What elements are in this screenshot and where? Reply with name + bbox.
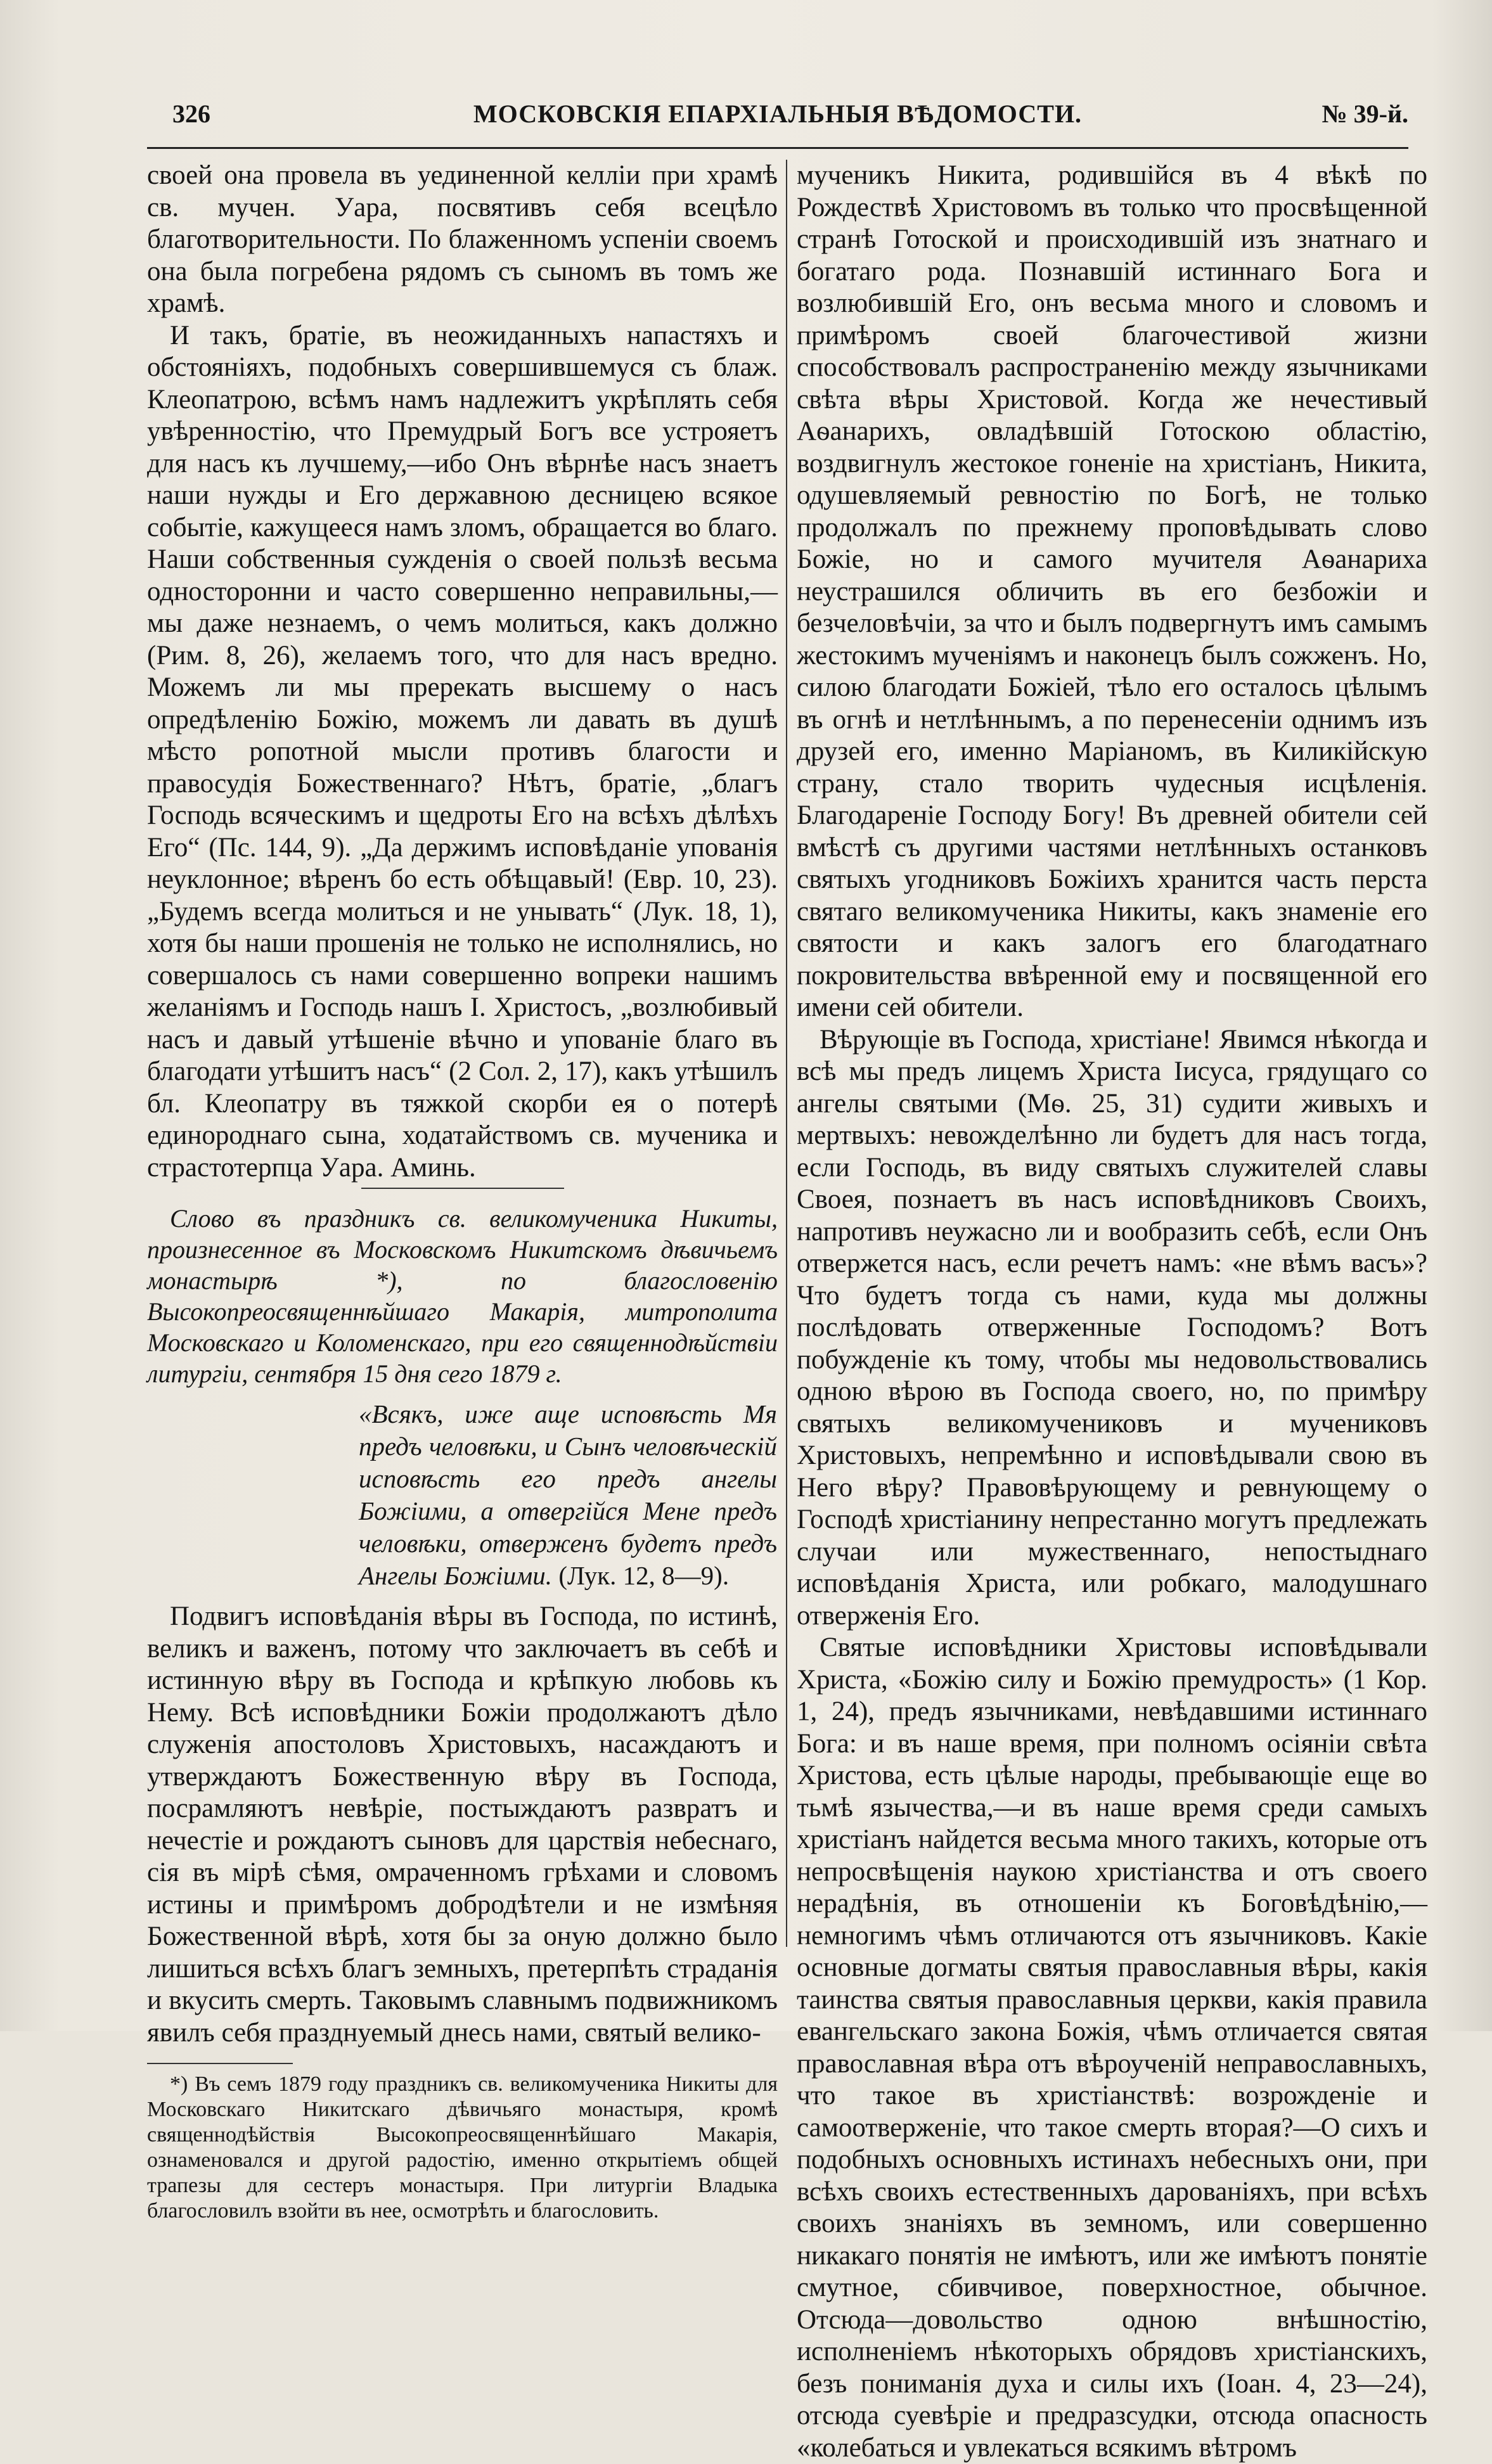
footnote: *) Въ семъ 1879 году праздникъ св. великомученика Никиты для Московскаго Никитскаго дѣвичьяго монастыря, кромѣ священнодѣйствія Высокопреосвященнѣйшаго Макарія, ознаменовался и другой радостію, именно открытіемъ общей трапезы для сестеръ монастыря. При литургіи Владыка благословилъ взойти въ нее, осмотрѣть и благословить. (147, 2072, 778, 2223)
section-divider (361, 1188, 564, 1189)
sermon-heading: Слово въ праздникъ св. великомученика Никиты, произнесенное въ Московскомъ Никитскомъ дѣвичьемъ монастырѣ *), по благословенію Высокопреосвященнѣйшаго Макарія, митрополита Московскаго и Коломенскаго, при его священнодѣйствіи литургіи, сентября 15 дня сего 1879 г. (147, 1204, 778, 1388)
page-number: 326 (172, 99, 210, 128)
left-paragraph-2: И такъ, братіе, въ неожиданныхъ напастяхъ и обстояніяхъ, подобныхъ совершившемуся съ блаж. Клеопатрою, всѣмъ намъ надлежитъ укрѣплять себя увѣренностію, что Премудрый Богъ все устрояетъ для насъ къ лучшему,—ибо Онъ вѣрнѣе насъ знаетъ наши нужды и Его державною десницею всякое событіе, кажущееся намъ зломъ, обращается во благо. Наши собственныя сужденія о своей пользѣ весьма односторонни и часто совершенно неправильны,—мы даже незнаемъ, о чемъ молиться, какъ должно (Рим. 8, 26), желаемъ того, что для насъ вредно. Можемъ ли мы пререкать высшему о насъ опредѣленію Божію, можемъ ли давать въ душѣ мѣсто ропотной мысли противъ благости и правосудія Божественнаго? Нѣтъ, братіе, „благъ Господь всяческимъ и щедроты Его на всѣхъ дѣлѣхъ Его“ (Пс. 144, 9). „Да держимъ исповѣданіе упованія неуклонное; вѣренъ бо есть обѣщавый! (Евр. 10, 23). „Будемъ всегда молиться и не унывать“ (Лук. 18, 1), хотя бы наши прошенія не только не исполнялись, но совершалось съ нами совершенно вопреки нашимъ желаніямъ и Господь нашъ І. Христосъ, „возлюбивый насъ и давый утѣшеніе вѣчно и упованіе благо въ благодати утѣшитъ насъ“ (2 Сол. 2, 17), какъ утѣшилъ бл. Клеопатру въ тяжкой скорби ея о потерѣ единороднаго сына, ходатайствомъ св. мученика и страстотерпца Уара. Аминь. (147, 320, 778, 1183)
right-paragraph-3: Святые исповѣдники Христовы исповѣдывали Христа, «Божію силу и Божію премудрость» (1 Кор. 1, 24), предъ язычниками, невѣдавшими истиннаго Бога: и въ наше время, при полномъ осіяніи свѣта Христова, есть цѣлые народы, пребывающіе еще во тьмѣ язычества,—и въ наше время среди самыхъ христіанъ найдется весьма много такихъ, которые отъ непросвѣщенія наукою христіанства и отъ своего нерадѣнія, въ отношеніи къ Боговѣдѣнію,—немногимъ чѣмъ отличаются отъ язычниковъ. Какіе основные догматы святыя православныя вѣры, какія таинства святыя православныя церкви, какія правила евангельскаго закона Божія, чѣмъ отличается святая православная вѣра отъ вѣроученій неправославныхъ, что такое въ христіанствѣ: возрожденіе и самоотверженіе, что такое смерть вторая?—О сихъ и подобныхъ основныхъ истинахъ небесныхъ они, при всѣхъ своихъ естественныхъ дарованіяхъ, при всѣхъ своихъ знаніяхъ въ земномъ, или совершенно никакаго понятія не имѣютъ, или же имѣютъ понятіе смутное, сбивчивое, поверхностное, обычное. Отсюда—довольство одною внѣшностію, исполненіемъ нѣкоторыхъ обрядовъ христіанскихъ, безъ пониманія духа и силы ихъ (Іоан. 4, 23—24), отсюда суевѣріе и предразсудки, отсюда опасность «колебаться и увлекаться всякимъ вѣтромъ (797, 1633, 1427, 2463)
footnote-divider (147, 2063, 293, 2064)
epigraph-reference: (Лук. 12, 8—9). (558, 1561, 730, 1590)
publication-title: МОСКОВСКІЯ ЕПАРХІАЛЬНЫЯ ВѢДОМОСТИ. (473, 99, 1083, 128)
header-rule (147, 147, 1408, 149)
right-paragraph-1: мученикъ Никита, родившійся въ 4 вѣкѣ по Рождествѣ Христовомъ въ только что просвѣщенной странѣ Готоской и происходившій изъ знатнаго и богатаго рода. Познавшій истиннаго Бога и возлюбившій Его, онъ весьма много и словомъ и примѣромъ своей благочестивой жизни способствовалъ распространенію между язычниками свѣта вѣры Христовой. Когда же нечестивый Аѳанарихъ, овладѣвшій Готоскою областію, воздвигнулъ жестокое гоненіе на христіанъ, Никита, одушевляемый ревностію по Богѣ, не только продолжалъ по прежнему проповѣдывать слово Божіе, но и самого мучителя Аѳанариха неустрашился обличить въ его безбожіи и безчеловѣчіи, за что и былъ подвергнутъ имъ самымъ жестокимъ мученіямъ и наконецъ былъ сожженъ. Но, силою благодати Божіей, тѣло его осталось цѣлымъ въ огнѣ и нетлѣннымъ, а по перенесеніи однимъ изъ друзей его, именно Маріаномъ, въ Киликійскую страну, стало творить чудесныя исцѣленія. Благодареніе Господу Богу! Въ древней обители сей вмѣстѣ съ другими частями нетлѣнныхъ останковъ святыхъ угодниковъ Божіихъ хранится часть перста святаго великомученика Никиты, какъ знаменіе его святости и какъ залогъ его благодатнаго покровительства ввѣренной ему и посвященной его имени сей обители. (797, 160, 1427, 1022)
right-column (797, 160, 1427, 2463)
left-column (147, 160, 778, 2223)
epigraph-text: «Всякъ, иже аще исповѣсть Мя предъ человѣки, и Сынъ человѣческій исповѣсть его предъ ангелы Божіими, а отвергійся Мене предъ человѣки, отверженъ будетъ предъ Ангелы Божіими. (359, 1399, 777, 1590)
issue-number: № 39-й. (1322, 99, 1408, 128)
left-paragraph-1: своей она провела въ уединенной келліи при храмѣ св. мучен. Уара, посвятивъ себя всецѣло благотворительности. По блаженномъ успеніи своемъ она была погребена рядомъ съ сыномъ въ томъ же храмѣ. (147, 160, 778, 318)
left-paragraph-3: Подвигъ исповѣданія вѣры въ Господа, по истинѣ, великъ и важенъ, потому что заключаетъ въ себѣ и истинную вѣру въ Господа и крѣпкую любовь къ Нему. Всѣ исповѣдники Божіи продолжаютъ дѣло служенія апостоловъ Христовыхъ, насаждаютъ и утверждаютъ Божественную вѣру въ Господа, посрамляютъ невѣріе, постыждаютъ развратъ и нечестіе и рождаютъ сыновъ для царствія небеснаго, сія въ мірѣ сѣмя, омраченномъ грѣхами и словомъ истины и примѣромъ добродѣтели и не измѣняя Божественной вѣрѣ, хотя бы за оную должно было лишиться всѣхъ благъ земныхъ, претерпѣть страданія и вкусить смерть. Таковымъ славнымъ подвижникомъ явилъ себя празднуемый днесь нами, святый велико- (147, 1601, 778, 2048)
epigraph (359, 1398, 777, 1592)
right-paragraph-2: Вѣрующіе въ Господа, христіане! Явимся нѣкогда и всѣ мы предъ лицемъ Христа Іисуса, грядущаго со ангелы святыми (Мѳ. 25, 31) судити живыхъ и мертвыхъ: невожделѣнно ли будетъ для насъ тогда, если Господь, въ виду святыхъ служителей славы Своея, познаетъ въ насъ исповѣдниковъ Своихъ, напротивъ неужасно ли и вообразить себѣ, если Онъ отвержется насъ, если речетъ намъ: «не вѣмъ васъ»? Что будетъ тогда съ нами, куда мы должны послѣдовать отверженные Господомъ? Вотъ побужденіе къ тому, чтобы мы недовольствовались одною вѣрою въ Господа своего, но, по примѣру святыхъ великомучениковъ и мучениковъ Христовыхъ, непремѣнно и исповѣдывали свою въ Него вѣру? Правовѣрующему и ревнующему о Господѣ христіанину непрестанно могутъ предлежать случаи или мужественнаго, непостыднаго исповѣданія Христа, или робкаго, малодушнаго отверженія Его. (797, 1024, 1427, 1631)
page-header (147, 89, 1408, 146)
column-divider (786, 160, 787, 1947)
